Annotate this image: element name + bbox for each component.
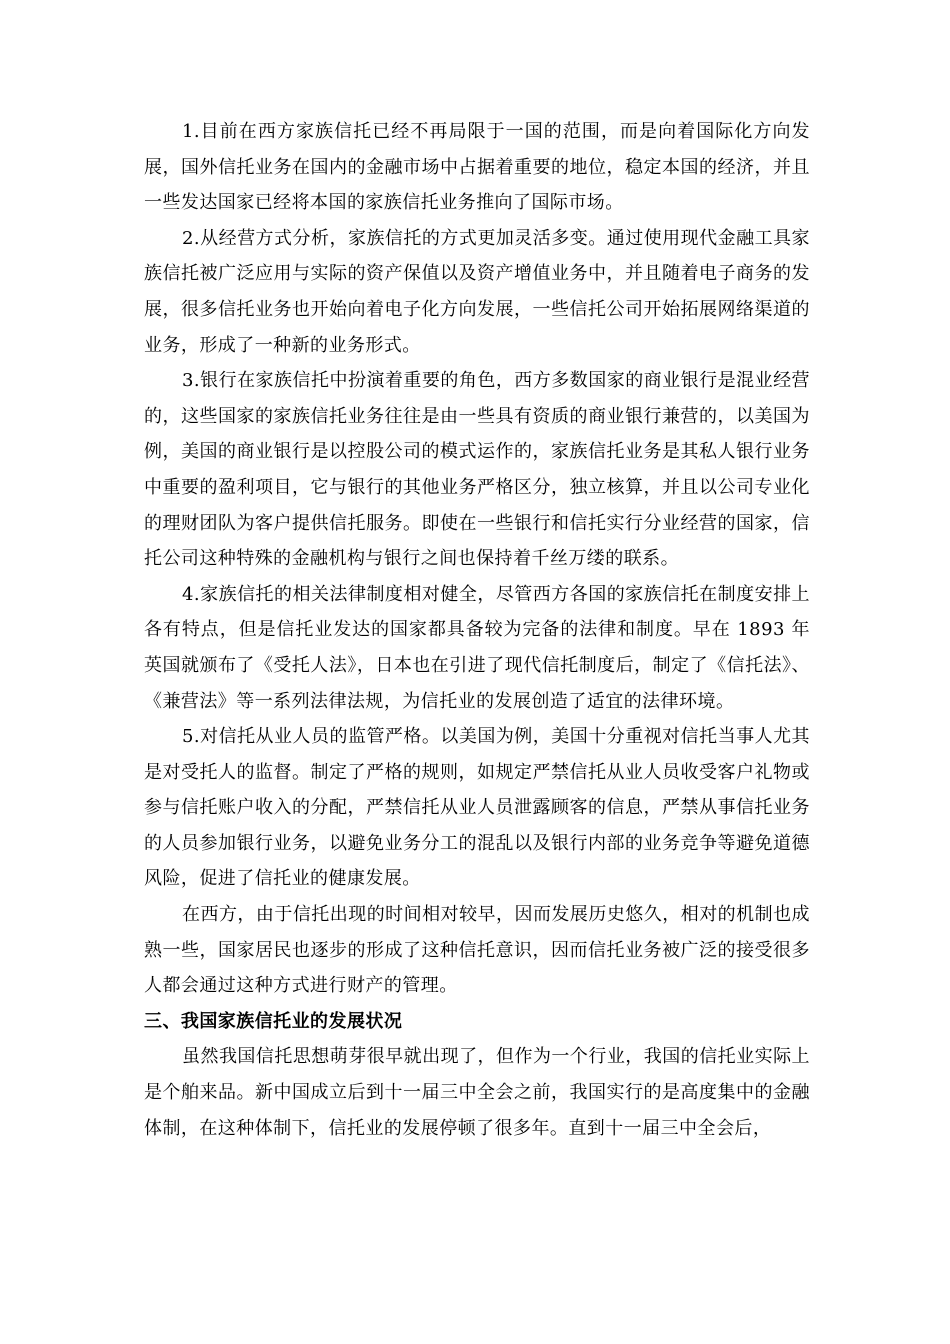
paragraph-trend-5: 5.对信托从业人员的监管严格。以美国为例，美国十分重视对信托当事人尤其是对受托人的监督。制定了严格的规则，如规定严禁信托从业人员收受客户礼物或参与信托账户收入的分配，严禁信托从业人员泄露顾客的信息，严禁从事信托业务的人员参加银行业务，以避免业务分工的混乱以及银行内部的业务竞争等避免道德风险，促进了信托业的健康发展。 — [144, 726, 810, 890]
paragraph-trend-4: 4.家族信托的相关法律制度相对健全，尽管西方各国的家族信托在制度安排上各有特点，但是信托业发达的国家都具备较为完备的法律和制度。早在 1893 年英国就颁布了《受托人法》，日本也在引进了现代信托制度后，制定了《信托法》、《兼营法》等一系列法律法规，为信托业的发展创造了适宜的法律环境。 — [144, 583, 810, 712]
paragraph-trend-3: 3.银行在家族信托中扮演着重要的角色，西方多数国家的商业银行是混业经营的，这些国家的家族信托业务往往是由一些具有资质的商业银行兼营的，以美国为例，美国的商业银行是以控股公司的模式运作的，家族信托业务是其私人银行业务中重要的盈利项目，它与银行的其他业务严格区分，独立核算，并且以公司专业化的理财团队为客户提供信托服务。即使在一些银行和信托实行分业经营的国家，信托公司这种特殊的金融机构与银行之间也保持着千丝万缕的联系。 — [144, 370, 810, 570]
section-heading: 三、我国家族信托业的发展状况 — [144, 1010, 403, 1032]
paragraph-summary: 在西方，由于信托出现的时间相对较早，因而发展历史悠久，相对的机制也成熟一些，国家居民也逐步的形成了这种信托意识，因而信托业务被广泛的接受很多人都会通过这种方式进行财产的管理。 — [144, 904, 810, 997]
paragraph-section-intro: 虽然我国信托思想萌芽很早就出现了，但作为一个行业，我国的信托业实际上是个舶来品。新中国成立后到十一届三中全会之前，我国实行的是高度集中的金融体制，在这种体制下，信托业的发展停顿了很多年。直到十一届三中全会后， — [144, 1046, 810, 1139]
paragraph-trend-2: 2.从经营方式分析，家族信托的方式更加灵活多变。通过使用现代金融工具家族信托被广泛应用与实际的资产保值以及资产增值业务中，并且随着电子商务的发展，很多信托业务也开始向着电子化方向发展，一些信托公司开始拓展网络渠道的业务，形成了一种新的业务形式。 — [144, 227, 810, 356]
paragraph-trend-1: 1.目前在西方家族信托已经不再局限于一国的范围，而是向着国际化方向发展，国外信托业务在国内的金融市场中占据着重要的地位，稳定本国的经济，并且一些发达国家已经将本国的家族信托业务推向了国际市场。 — [144, 121, 810, 214]
document-body — [144, 114, 810, 1146]
